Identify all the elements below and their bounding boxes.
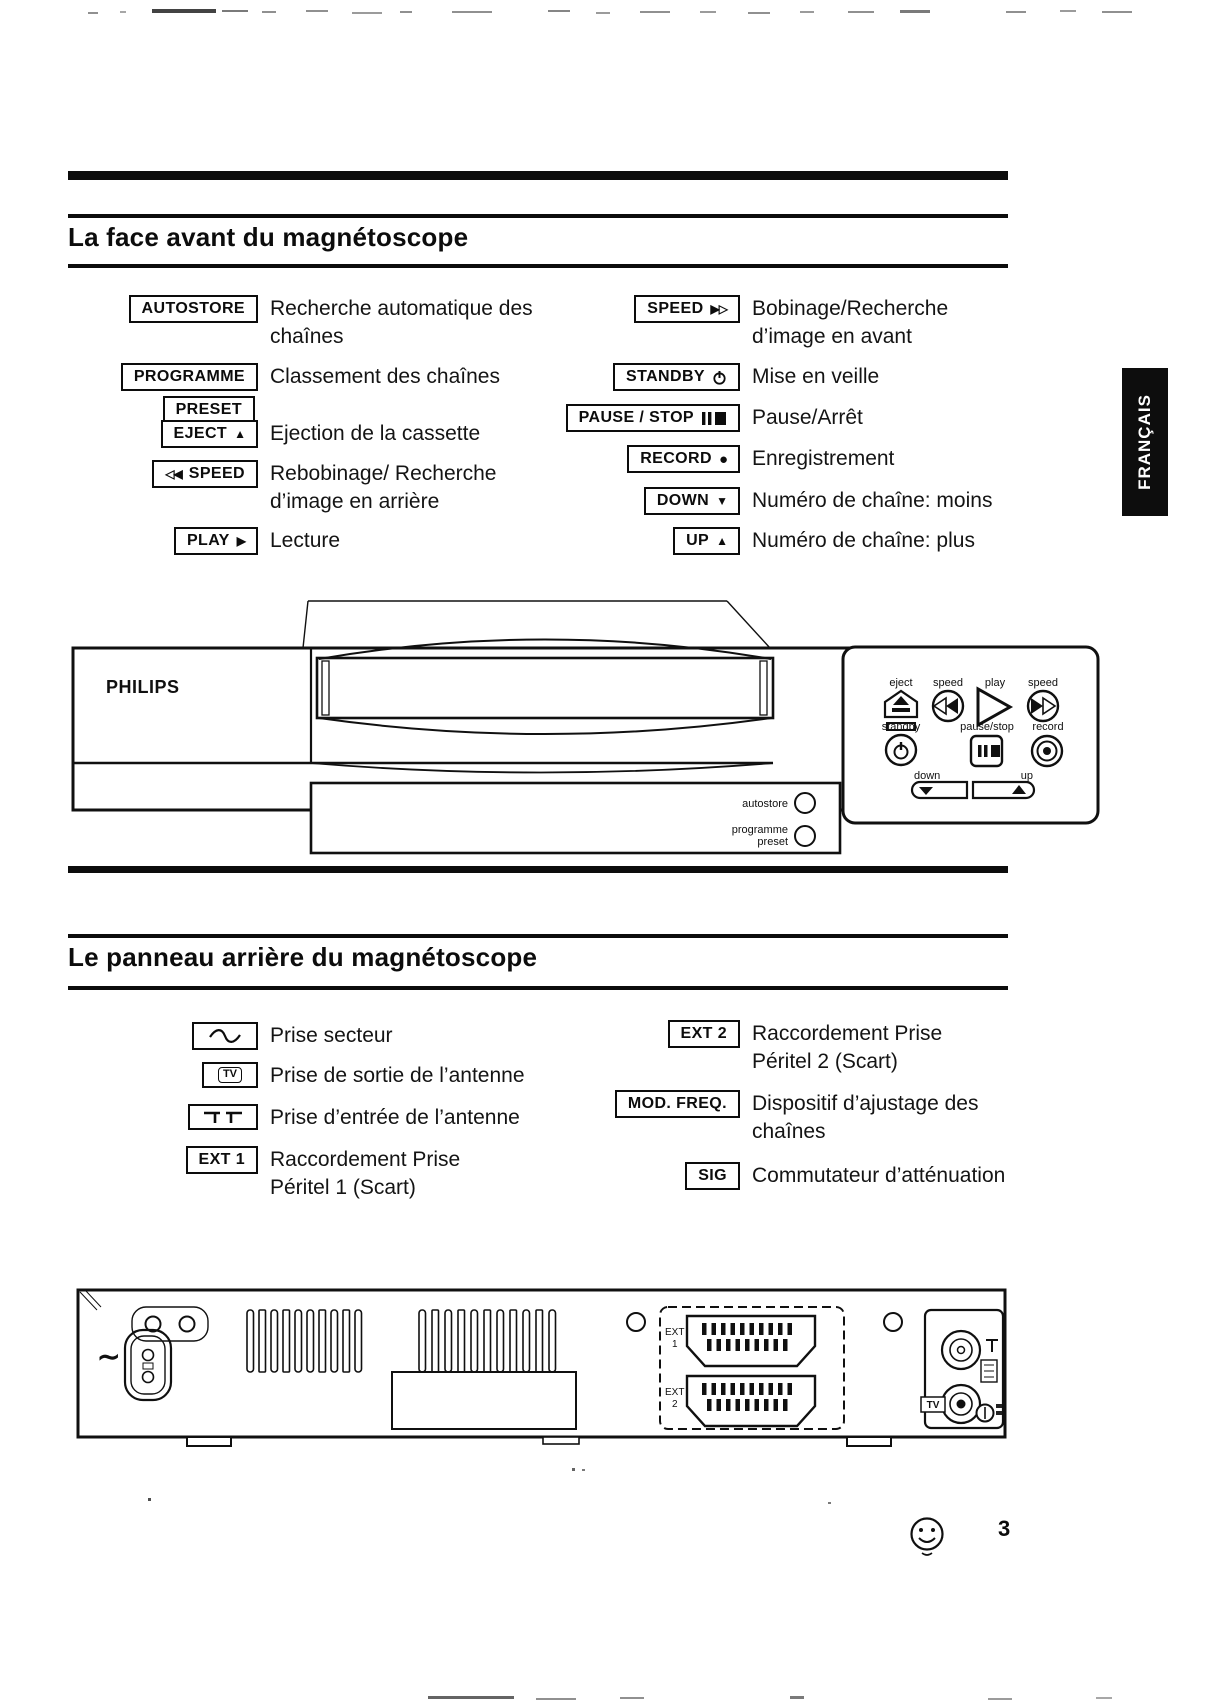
pause-icon xyxy=(978,745,982,757)
scan-artifact xyxy=(120,11,126,13)
pause-stop-key: PAUSE / STOP xyxy=(566,404,740,432)
top-face-slant xyxy=(303,601,308,648)
pause-stop-label: pause/stop xyxy=(960,721,1014,733)
pause-icon xyxy=(984,745,988,757)
scan-artifact xyxy=(452,11,492,13)
ext2-number: 2 xyxy=(672,1399,678,1410)
scan-artifact xyxy=(900,10,930,13)
tiny-label-mark xyxy=(996,1411,1002,1415)
speed-rew-label: speed xyxy=(933,677,963,689)
mains-sine-icon xyxy=(208,1028,242,1044)
standby-key: STANDBY xyxy=(613,363,740,391)
rear-section-title: Le panneau arrière du magnétoscope xyxy=(68,942,538,972)
legend-row xyxy=(548,445,1012,473)
up-triangle-icon: ▲ xyxy=(716,534,727,548)
preset-label: preset xyxy=(757,836,788,848)
play-icon: ▶ xyxy=(236,534,245,548)
legend-desc: Dispositif d’ajustage des chaînes xyxy=(752,1092,979,1143)
legend-row xyxy=(66,420,550,448)
scan-artifact xyxy=(620,1697,644,1699)
mains-key xyxy=(192,1022,258,1050)
power-icon xyxy=(712,370,727,385)
ext1-key: EXT 1 xyxy=(186,1146,258,1174)
scan-artifact xyxy=(988,1698,1012,1700)
legend-row xyxy=(548,1020,957,1075)
scan-artifact xyxy=(572,1468,575,1471)
legend-row xyxy=(66,363,550,424)
programme-label: programme xyxy=(731,824,788,836)
foot xyxy=(847,1437,891,1446)
legend-desc: Prise de sortie de l’antenne xyxy=(270,1064,525,1087)
scan-artifact xyxy=(848,11,874,13)
scan-artifact xyxy=(306,10,328,12)
heavy-rule xyxy=(68,171,1008,180)
scan-artifact xyxy=(88,12,98,14)
mod-freq-key: MOD. FREQ. xyxy=(615,1090,740,1118)
rear-panel-diagram xyxy=(75,1280,1015,1452)
play-key: PLAY ▶ xyxy=(174,527,258,555)
legend-desc: Ejection de la cassette xyxy=(270,422,481,445)
up-key: UP ▲ xyxy=(673,527,740,555)
scan-artifact xyxy=(748,12,770,14)
scan-artifact xyxy=(400,11,412,13)
scan-artifact xyxy=(1102,11,1132,13)
legend-row xyxy=(548,1162,1032,1190)
legend-row xyxy=(66,1104,570,1132)
ext1-number: 1 xyxy=(672,1339,678,1350)
down-triangle-icon: ▼ xyxy=(716,494,727,508)
bottom-tab xyxy=(543,1437,579,1444)
down-label: down xyxy=(914,770,941,782)
thin-rule xyxy=(68,934,1008,938)
rewind-icon: ◁◀ xyxy=(165,467,182,481)
legend-row xyxy=(548,295,962,350)
scan-artifact xyxy=(352,12,382,14)
up-label: up xyxy=(1020,770,1033,782)
aerial-icon xyxy=(202,1110,244,1124)
legend-desc: Commutateur d’atténuation xyxy=(752,1164,1006,1187)
legend-desc: Mise en veille xyxy=(752,365,880,388)
legend-desc: Classement des chaînes xyxy=(270,365,500,388)
scan-artifact xyxy=(700,11,716,13)
language-tab-label: FRANÇAIS xyxy=(1135,394,1154,490)
front-panel-diagram xyxy=(70,596,1102,858)
ext1-label: EXT xyxy=(665,1327,685,1338)
tv-label: TV xyxy=(926,1400,940,1411)
scan-artifact xyxy=(640,11,670,13)
eject-icon-bar xyxy=(892,708,910,712)
legend-desc: Recherche automatique des chaînes xyxy=(270,297,533,348)
page-number: 3 xyxy=(998,1516,1011,1541)
eject-triangle-icon: ▲ xyxy=(234,427,245,441)
autostore-label: autostore xyxy=(742,798,788,810)
scan-artifact xyxy=(1006,11,1026,13)
programme-key: PROGRAMME xyxy=(121,363,258,391)
eject-key: EJECT ▲ xyxy=(161,420,258,448)
tv-icon: TV xyxy=(218,1067,242,1083)
brand-logo: PHILIPS xyxy=(106,677,180,697)
tv-out-key xyxy=(202,1062,258,1088)
legend-row xyxy=(66,527,550,555)
legend-row xyxy=(548,487,1022,515)
scan-artifact xyxy=(428,1696,514,1699)
legend-row xyxy=(548,527,1022,555)
speed-ff-label: speed xyxy=(1028,677,1058,689)
legend-row xyxy=(548,404,992,432)
legend-desc: Raccordement Prise Péritel 1 (Scart) xyxy=(270,1148,461,1199)
scan-artifact xyxy=(1096,1697,1112,1699)
language-tab xyxy=(1122,368,1168,516)
scan-artifact xyxy=(262,11,276,13)
fast-forward-icon: ▶▷ xyxy=(710,302,727,316)
record-label: record xyxy=(1032,721,1064,733)
stop-icon xyxy=(991,745,1000,757)
speed-forward-key: SPEED ▶▷ xyxy=(634,295,740,323)
top-face-slant xyxy=(727,601,770,648)
scan-artifact xyxy=(596,12,610,14)
scan-artifact xyxy=(1060,10,1076,12)
eject-label: eject xyxy=(889,677,913,689)
legend-row xyxy=(66,460,505,515)
smiley-icon xyxy=(902,1512,952,1564)
legend-desc: Raccordement Prise Péritel 2 (Scart) xyxy=(752,1022,943,1073)
play-label: play xyxy=(984,677,1006,689)
mains-symbol: ∼ xyxy=(97,1341,121,1372)
legend-desc: Numéro de chaîne: plus xyxy=(752,529,975,552)
legend-desc: Pause/Arrêt xyxy=(752,406,863,429)
aerial-in-key xyxy=(188,1104,258,1130)
record-dot-icon: ● xyxy=(718,450,727,468)
legend-desc: Numéro de chaîne: moins xyxy=(752,489,993,512)
thin-rule xyxy=(68,986,1008,990)
rf-in-connector-pin xyxy=(957,1400,966,1409)
thin-rule xyxy=(68,264,1008,268)
thin-rule xyxy=(68,214,1008,218)
scan-artifact xyxy=(828,1502,831,1504)
heavy-rule xyxy=(68,866,1008,873)
type-plate xyxy=(392,1372,576,1429)
control-panel xyxy=(843,647,1098,823)
legend-desc: Bobinage/Recherche d’image en avant xyxy=(752,297,949,348)
legend-row xyxy=(66,1146,475,1201)
legend-row xyxy=(66,295,535,350)
legend-row xyxy=(66,1062,570,1090)
front-section-title: La face avant du magnétoscope xyxy=(68,222,469,252)
ext2-label: EXT xyxy=(665,1387,685,1398)
legend-desc: Lecture xyxy=(270,529,341,552)
record-key: RECORD ● xyxy=(627,445,740,473)
legend-desc: Prise secteur xyxy=(270,1024,393,1047)
scan-artifact xyxy=(148,1498,151,1501)
legend-row xyxy=(548,1090,1002,1145)
legend-desc: Rebobinage/ Recherche d’image en arrière xyxy=(270,462,497,513)
legend-desc: Prise d’entrée de l’antenne xyxy=(270,1106,520,1129)
scan-artifact xyxy=(548,10,570,12)
preset-key: PRESET xyxy=(163,396,255,424)
ext2-key: EXT 2 xyxy=(668,1020,740,1048)
pause-stop-icon xyxy=(701,412,727,425)
scan-artifact xyxy=(536,1698,576,1700)
foot xyxy=(187,1437,231,1446)
scan-artifact xyxy=(222,10,248,12)
scan-artifact xyxy=(152,9,216,13)
sig-key: SIG xyxy=(685,1162,740,1190)
scan-artifact xyxy=(790,1696,804,1699)
legend-row xyxy=(66,1022,550,1050)
scan-artifact xyxy=(582,1469,585,1471)
down-key: DOWN ▼ xyxy=(644,487,740,515)
scan-artifact xyxy=(800,11,814,13)
record-dot-icon xyxy=(1043,747,1051,755)
legend-row xyxy=(548,363,992,391)
standby-label: standby xyxy=(881,721,921,733)
autostore-key: AUTOSTORE xyxy=(129,295,258,323)
tiny-label-mark xyxy=(996,1404,1002,1408)
speed-rewind-key: ◁◀ SPEED xyxy=(152,460,258,488)
legend-desc: Enregistrement xyxy=(752,447,895,470)
